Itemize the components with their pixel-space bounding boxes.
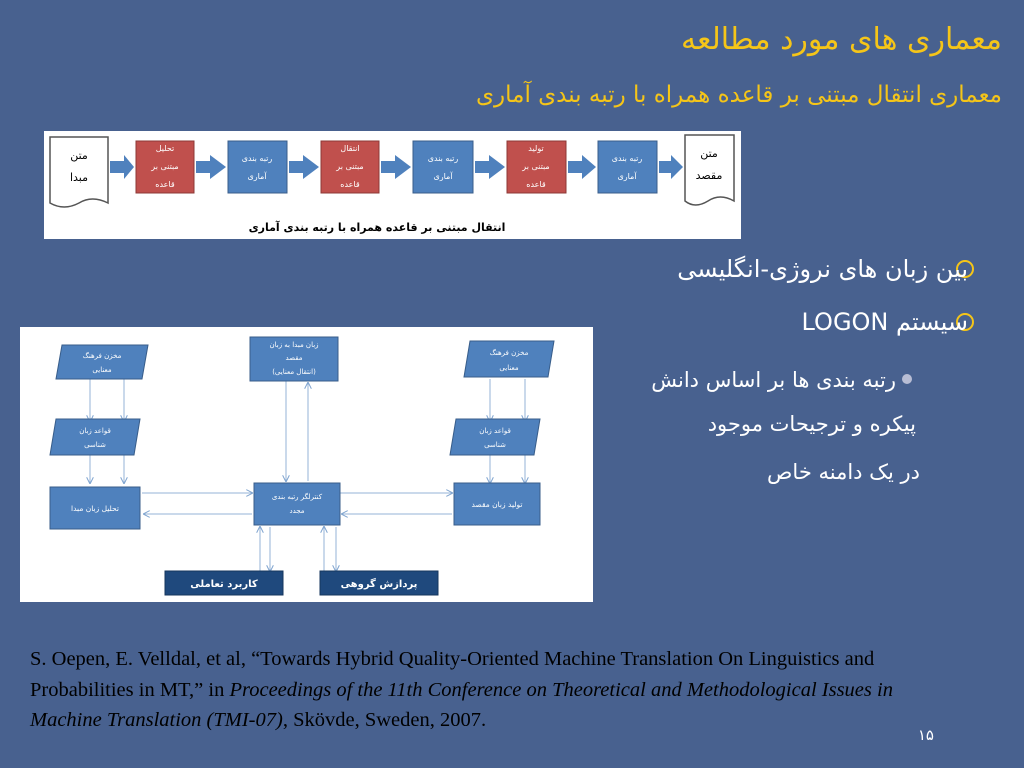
step-label: مبتنی بر (151, 162, 179, 171)
step-analysis (136, 141, 194, 193)
step-label: آماری (247, 172, 267, 181)
node-label: معنایی (499, 364, 519, 372)
source-grammar (50, 419, 140, 455)
bullet-language-pair: بین زبان های نروژی-انگلیسی (677, 255, 968, 283)
flow-arrow (381, 155, 411, 179)
citation-part-1: S. Oepen, E. Velldal, et al, “Towards Hybrid Quality-Oriented Machine Translation On Linguistics and Probabilities in MT,” in (30, 648, 875, 701)
step-ranking-2 (413, 141, 473, 193)
sub-bullet-line-3: در یک دامنه خاص (767, 460, 920, 484)
slide-subtitle: معماری انتقال مبتنی بر قاعده همراه با رتبه بندی آماری (476, 82, 1002, 108)
slide-title: معماری های مورد مطالعه (681, 22, 1002, 57)
pipeline-diagram (44, 131, 741, 239)
target-generation (454, 483, 540, 525)
target-lexicon (464, 341, 554, 377)
step-label: آماری (433, 172, 453, 181)
source-text-document (50, 137, 108, 207)
node-label: کاربرد تعاملی (190, 579, 258, 590)
semantic-transfer (250, 337, 338, 381)
node-label: مخزن فرهنگ (82, 352, 122, 360)
target-doc-line-2: مقصد (695, 169, 723, 182)
node-label: تحلیل زبان مبدا (71, 504, 119, 513)
flow-arrow (289, 155, 319, 179)
step-label: رتبه بندی (427, 154, 459, 163)
step-transfer (321, 141, 379, 193)
node-label: شناسی (84, 441, 106, 449)
citation-part-2: , Skövde, Sweden, 2007. (282, 709, 487, 731)
target-grammar (450, 419, 540, 455)
step-label: تولید (528, 144, 544, 153)
node-label: شناسی (484, 441, 506, 449)
bullet-logon-system: سیستم LOGON (801, 308, 968, 336)
step-label: قاعده (155, 180, 175, 189)
node-label: کنترلگر رتبه بندی (271, 493, 323, 501)
step-label: رتبه بندی (241, 154, 273, 163)
flow-arrow (110, 155, 134, 179)
source-doc-line-1: متن (70, 149, 88, 162)
flow-caption: انتقال مبتنی بر قاعده همراه با رتبه بندی آماری (248, 221, 506, 234)
flow-arrow (659, 155, 683, 179)
citation-venue: Proceedings of the 11th Conference on Theoretical and Methodological Issues in Machine Translation (TMI-07) (30, 678, 893, 731)
node-label: مقصد (285, 354, 303, 362)
step-label: تحلیل (155, 144, 175, 153)
step-label: مبتنی بر (336, 162, 364, 171)
node-label: زبان مبدا به زبان (269, 341, 319, 349)
node-label: (انتقال معنایی) (272, 368, 316, 376)
node-label: معنایی (92, 366, 112, 374)
step-ranking-1 (228, 141, 287, 193)
reranking-controller (254, 483, 340, 525)
node-label: پردازش گروهی (340, 579, 418, 590)
target-text-document (685, 135, 734, 205)
slide-number: ۱۵ (917, 726, 934, 744)
node-label: تولید زبان مقصد (471, 500, 523, 509)
sub-bullet-dot-icon (902, 374, 912, 384)
batch-processing (320, 571, 438, 595)
source-analysis (50, 487, 140, 529)
source-lexicon (56, 345, 148, 379)
step-ranking-3 (598, 141, 657, 193)
target-doc-line-1: متن (700, 147, 718, 160)
flow-arrow (475, 155, 505, 179)
source-doc-line-2: مبدا (69, 171, 89, 184)
flow-arrows (110, 155, 683, 179)
step-generation (507, 141, 566, 193)
step-label: آماری (617, 172, 637, 181)
flow-arrow (568, 155, 596, 179)
step-label: مبتنی بر (522, 162, 550, 171)
citation (30, 644, 950, 736)
interactive-use (165, 571, 283, 595)
step-label: رتبه بندی (611, 154, 643, 163)
node-label: قواعد زبان (479, 427, 511, 435)
logon-architecture-diagram (20, 327, 593, 602)
step-label: قاعده (340, 180, 360, 189)
step-label: قاعده (526, 180, 546, 189)
step-label: انتقال (340, 144, 360, 153)
node-label: مخزن فرهنگ (489, 349, 529, 357)
sub-bullet-line-1: رتبه بندی ها بر اساس دانش (651, 368, 896, 392)
connector-lines (90, 379, 525, 571)
sub-bullet-line-2: پیکره و ترجیحات موجود (707, 412, 916, 436)
node-label: مجدد (289, 507, 305, 515)
flow-arrow (196, 155, 226, 179)
node-label: قواعد زبان (79, 427, 111, 435)
